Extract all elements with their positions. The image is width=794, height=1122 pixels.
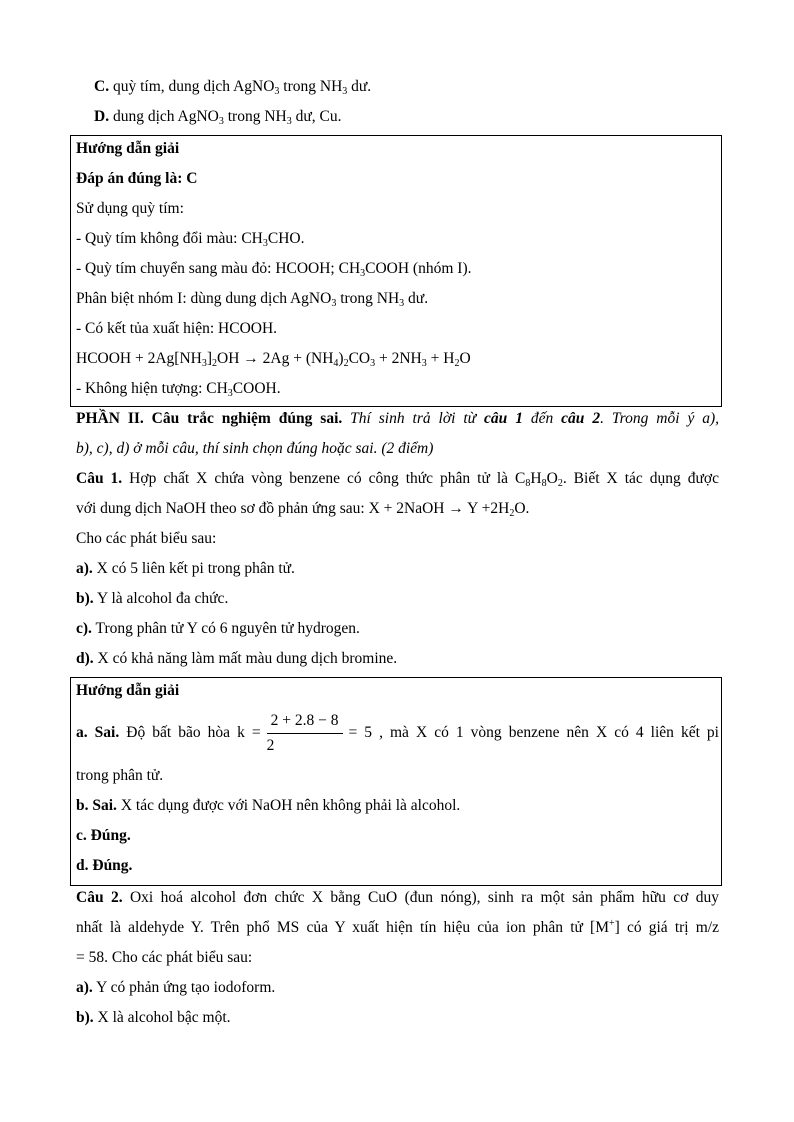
statement-text: Y có phản ứng tạo iodoform. (92, 979, 276, 996)
instruction-bold: câu 1 (484, 410, 523, 427)
statement-c (76, 619, 360, 639)
question-1-stem-line2 (76, 499, 529, 519)
reaction-equation (76, 349, 471, 369)
solution-a (76, 711, 719, 755)
option-text: dư. (347, 78, 372, 95)
solution-text: - Có kết tủa xuất hiện: HCOOH. (76, 320, 278, 337)
subscript: 2 (212, 358, 218, 369)
unsaturation-fraction (267, 712, 343, 755)
statement-a (76, 559, 295, 579)
question-text: H (530, 470, 542, 487)
statement-text: Trong phân tử Y có 6 nguyên tử hydrogen. (91, 620, 360, 637)
subscript: 8 (525, 478, 531, 489)
option-text: trong NH (223, 108, 287, 125)
statement-b (76, 589, 228, 609)
subscript: 3 (421, 358, 427, 369)
subscript: 3 (360, 268, 366, 279)
subscript: 3 (399, 298, 405, 309)
solution-text: - Quỳ tím không đổi màu: CH (76, 230, 263, 247)
solution-text: - Quỳ tím chuyển sang màu đỏ: HCOOH; CH (76, 260, 361, 277)
solution-line (76, 289, 428, 309)
solution-line (76, 259, 471, 279)
instruction-text: Thí sinh trả lời từ (342, 410, 485, 427)
question-text: = 58. Cho các phát biểu sau: (76, 949, 253, 966)
solution-title (76, 139, 179, 159)
equation-text: + H (426, 350, 455, 367)
subscript: 3 (370, 358, 376, 369)
subscript: 3 (262, 238, 268, 249)
instruction-text: . Trong mỗi ý a), (600, 410, 720, 427)
question-text: ] có giá trị m/z (614, 919, 719, 936)
question-text: . Biết X tác dụng được (562, 470, 719, 487)
subscript: 3 (286, 116, 292, 127)
option-text: quỳ tím, dung dịch AgNO (112, 78, 275, 95)
option-letter: C. (94, 78, 110, 95)
subscript: 3 (227, 388, 233, 399)
solution-text: - Không hiện tượng: CH (76, 380, 228, 397)
option-text: trong NH (279, 78, 343, 95)
question-text: O (546, 470, 558, 487)
solution-title-text: Hướng dẫn giải (76, 682, 180, 699)
subscript: 2 (454, 358, 460, 369)
verdict-label: a. Sai. (76, 724, 120, 741)
equation-text: CO (348, 350, 371, 367)
option-text: dư, Cu. (291, 108, 342, 125)
statement-label: a). (76, 979, 93, 996)
subscript: 3 (342, 86, 348, 97)
question-2-stem (76, 888, 719, 908)
subscript: 2 (343, 358, 349, 369)
equation-text: O (459, 350, 471, 367)
solution-c (76, 826, 131, 846)
question-1-stem (76, 469, 719, 489)
solution-box-2 (70, 677, 722, 886)
q2-statement-a (76, 978, 275, 998)
equation-text: ] (206, 350, 213, 367)
solution-title (76, 681, 179, 701)
statement-text: X là alcohol bậc một. (93, 1009, 231, 1026)
solution-text: Phân biệt nhóm I: dùng dung dịch AgNO (76, 290, 332, 307)
instruction-bold: câu 2 (561, 410, 601, 427)
verdict-label: c. Đúng. (76, 827, 131, 844)
verdict-label: b. Sai. (76, 797, 117, 814)
superscript: + (609, 918, 615, 929)
subscript: 4 (333, 358, 339, 369)
solution-text: COOH (nhóm I). (365, 260, 472, 277)
equation-text: + 2NH (375, 350, 422, 367)
solution-text: Sử dụng quỳ tím: (76, 200, 184, 217)
question-text: Hợp chất X chứa vòng benzene có công thức phân tử là C (122, 470, 526, 487)
statement-label: d). (76, 650, 94, 667)
part2-heading (76, 409, 719, 429)
solution-line (76, 319, 277, 339)
subscript: 3 (331, 298, 337, 309)
instruction-text: đến (522, 410, 562, 427)
statement-label: b). (76, 1009, 94, 1026)
question-label: Câu 2. (76, 889, 123, 906)
subscript: 8 (541, 478, 547, 489)
correct-answer (76, 169, 197, 189)
question-2-stem-line2 (76, 918, 719, 938)
equation-text: OH → 2Ag + (NH (217, 350, 334, 367)
option-letter: D. (94, 108, 110, 125)
question-text: Oxi hoá alcohol đơn chức X bằng CuO (đun nóng), sinh ra một sản phẩm hữu cơ duy (122, 889, 719, 906)
solution-text: trong NH (336, 290, 400, 307)
solution-title-text: Hướng dẫn giải (76, 140, 180, 157)
solution-line (76, 199, 184, 219)
statement-text: X có 5 liên kết pi trong phân tử. (92, 560, 295, 577)
question-text: với dung dịch NaOH theo sơ đồ phản ứng sau: X + 2NaOH → Y +2H (76, 500, 510, 517)
subscript: 2 (557, 478, 563, 489)
statement-label: c). (76, 620, 92, 637)
equation-text: ) (338, 350, 344, 367)
instruction-text: b), c), d) ở mỗi câu, thí sinh chọn đúng hoặc sai. (2 điểm) (76, 440, 434, 457)
equation-text: HCOOH + 2Ag[NH (76, 350, 202, 367)
solution-line (76, 379, 281, 399)
part2-instruction (76, 439, 433, 459)
statement-text: Y là alcohol đa chức. (93, 590, 229, 607)
solution-a-cont (76, 766, 163, 786)
solution-text: dư. (404, 290, 429, 307)
solution-b (76, 796, 460, 816)
fraction-numerator: 2 + 2.8 − 8 (267, 712, 343, 734)
solution-text: CHO. (267, 230, 305, 247)
solution-text: = 5 , mà X có 1 vòng benzene nên X có 4 liên kết pi (348, 724, 719, 741)
solution-d (76, 856, 132, 876)
solution-text: trong phân tử. (76, 767, 164, 784)
subscript: 3 (201, 358, 207, 369)
statement-d (76, 649, 397, 669)
statement-text: X có khả năng làm mất màu dung dịch bromine. (93, 650, 398, 667)
question-text: O. (514, 500, 530, 517)
solution-text: X tác dụng được với NaOH nên không phải là alcohol. (116, 797, 461, 814)
intro-text: Cho các phát biểu sau: (76, 530, 217, 547)
verdict-label: d. Đúng. (76, 857, 133, 874)
option-c (94, 77, 371, 97)
solution-text: Độ bất bão hòa k = (119, 724, 261, 741)
option-text: dung dịch AgNO (112, 108, 219, 125)
statement-label: a). (76, 560, 93, 577)
question-2-stem-line3 (76, 948, 252, 968)
part2-title: PHẦN II. Câu trắc nghiệm đúng sai. (76, 410, 343, 427)
correct-answer-text: Đáp án đúng là: C (76, 170, 198, 187)
q2-statement-b (76, 1008, 231, 1028)
question-1-intro (76, 529, 216, 549)
subscript: 2 (509, 508, 515, 519)
fraction-denominator: 2 (266, 736, 275, 754)
subscript: 3 (274, 86, 280, 97)
statement-label: b). (76, 590, 94, 607)
solution-text: COOH. (232, 380, 281, 397)
option-d (94, 107, 341, 127)
solution-line (76, 229, 304, 249)
subscript: 3 (218, 116, 224, 127)
question-text: nhất là aldehyde Y. Trên phổ MS của Y xuất hiện tín hiệu của ion phân tử [M (76, 919, 609, 936)
question-label: Câu 1. (76, 470, 123, 487)
